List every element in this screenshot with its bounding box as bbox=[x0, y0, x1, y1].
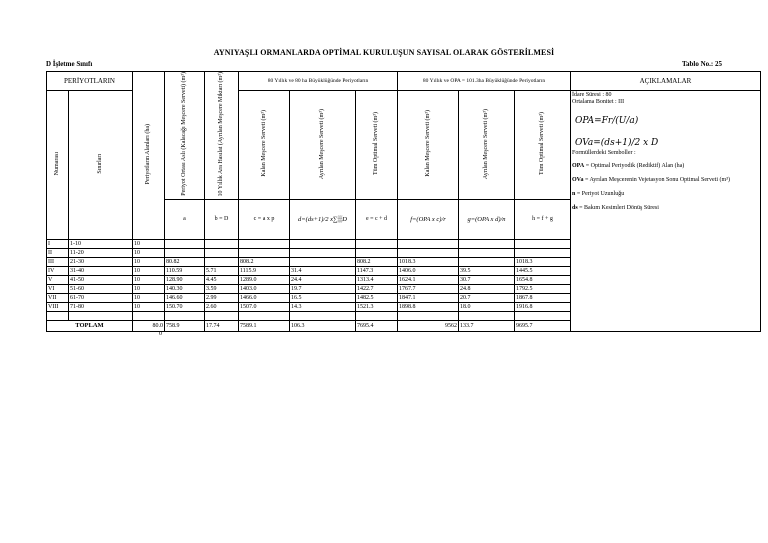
symbols-title: Formüllerdeki Semboller : bbox=[572, 150, 636, 156]
document-title: AYNIYAŞLI ORMANLARDA OPTİMAL KURULUŞUN SAYISAL OLARAK GÖSTERİLMESİ bbox=[213, 48, 555, 57]
formula-b: b = D bbox=[205, 199, 239, 239]
total-label: TOPLAM bbox=[47, 320, 133, 331]
removed-opa-header: Ayrılan Meşcere Serveti (m³) bbox=[459, 91, 515, 200]
management-unit: D İşletme Sınıfı bbox=[46, 60, 93, 68]
table-row: III 21-30 10 80.82 808.2 808.2 1018.3 1018.3 bbox=[47, 257, 761, 266]
mid-age-header: Periyot Ortası Aslı (Kalacağı Meşcere Serveti) (m³) bbox=[165, 72, 205, 200]
page-footnote: 0 bbox=[159, 331, 162, 337]
ova-formula: OVa=(ds+1)/2 x D bbox=[575, 138, 659, 148]
formula-a: a bbox=[165, 199, 205, 239]
area-header: Periyotların Alanları (ha) bbox=[133, 72, 165, 240]
opa-definition: OPA = Optimal Periyodik (Rediktif) Alan (ha) bbox=[572, 163, 685, 169]
remaining-opa-header: Kalan Meşcere Serveti (m³) bbox=[398, 91, 459, 200]
table-row: I 1-10 10 bbox=[47, 239, 761, 248]
notes-rotation: İdare Süresi : 80 bbox=[572, 92, 612, 98]
table-row: VII 61-70 10 146.60 2.99 1466.0 16.5 1482.5 1847.1 20.7 1867.8 bbox=[47, 293, 761, 302]
ds-definition: ds = Bakım Kesimleri Dönüş Süresi bbox=[572, 205, 659, 211]
total-optimal-opa-header: Tüm Optimal Serveti (m³) bbox=[515, 91, 571, 200]
removed-header: Ayrılan Meşcere Serveti (m³) bbox=[290, 91, 356, 200]
table-row: VIII 71-80 10 150.70 2.60 1507.0 14.3 1521.3 1898.8 18.0 1916.8 bbox=[47, 302, 761, 311]
number-header: Numarası bbox=[47, 91, 69, 240]
formula-g: g=(OPA x d)/n bbox=[459, 199, 515, 239]
total-area: 80.0 bbox=[133, 320, 165, 331]
formula-f: f=(OPA x c)/r bbox=[398, 199, 459, 239]
remaining-header: Kalan Meşcere Serveti (m³) bbox=[239, 91, 290, 200]
ova-definition: OVa = Ayrılan Meşcerenin Vejetasyon Sonu Optimal Serveti (m³) bbox=[572, 177, 730, 183]
formula-d: d=(ds+1)/2 x∑▒D bbox=[290, 199, 356, 239]
table-row: IV 31-40 10 110.59 5.71 1115.9 31.4 1147.3 1406.0 39.5 1445.5 bbox=[47, 266, 761, 275]
formula-e: e = c + d bbox=[356, 199, 398, 239]
group-80ha-header: 80 Yıllık ve 80 ha Büyüklüğünde Periyotların bbox=[239, 72, 398, 91]
n-definition: n = Periyot Uzunluğu bbox=[572, 191, 625, 197]
data-table bbox=[46, 71, 761, 332]
explanations-header: AÇIKLAMALAR bbox=[571, 72, 761, 91]
total-optimal-header: Tüm Optimal Serveti (m³) bbox=[356, 91, 398, 200]
group-opa-header: 80 Yıllık ve OPA = 101.3ha Büyüklüğünde Periyotların bbox=[398, 72, 571, 91]
formula-c: c = a x p bbox=[239, 199, 290, 239]
table-number: Tablo No.: 25 bbox=[681, 60, 722, 68]
explanations-panel bbox=[571, 91, 761, 332]
table-row: V 41-50 10 128.90 4.45 1289.0 24.4 1313.4 1624.1 30.7 1654.8 bbox=[47, 275, 761, 284]
table-row: II 11-20 10 bbox=[47, 248, 761, 257]
formula-h: h = f + g bbox=[515, 199, 571, 239]
bounds-header: Sınırları bbox=[69, 91, 133, 240]
periods-header: PERİYOTLARIN bbox=[47, 72, 133, 91]
table-row: VI 51-60 10 140.30 3.59 1403.0 19.7 1422.7 1767.7 24.8 1792.5 bbox=[47, 284, 761, 293]
notes-site-class: Ortalama Bonitet : III bbox=[572, 99, 625, 105]
increment-header: 10 Yıllık Ara Hasılat (Ayrılan Meşcere Miktarı (m³) bbox=[205, 72, 239, 200]
opa-formula: OPA=Fr/(U/a) bbox=[575, 116, 639, 126]
total-row: TOPLAM 80.0 758.9 17.74 7589.1 106.3 7695.4 9562 133.7 9695.7 bbox=[47, 320, 761, 331]
